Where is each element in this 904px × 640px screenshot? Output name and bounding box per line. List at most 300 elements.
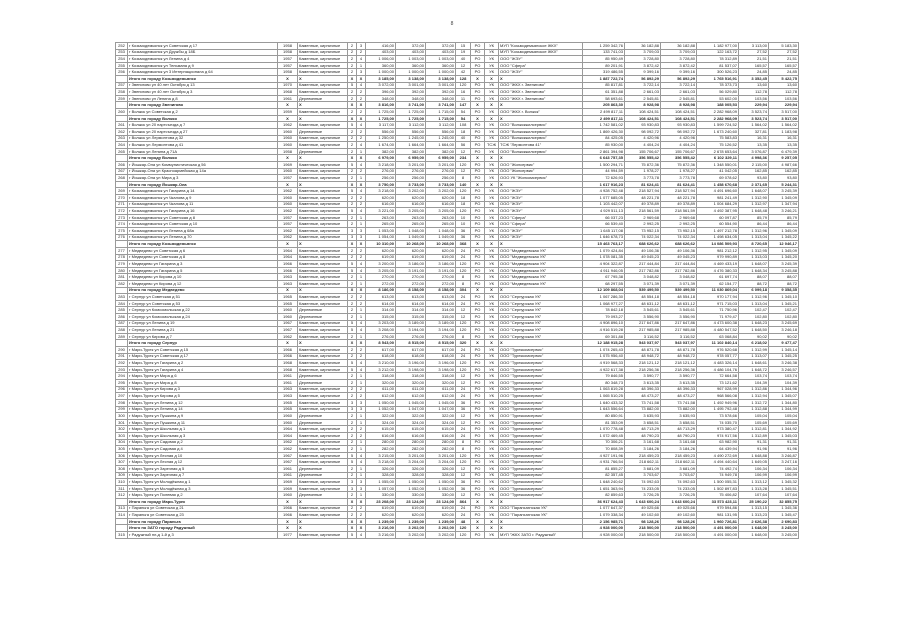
cell-owner-cost: 4 491 000,00 bbox=[697, 532, 739, 539]
cell-total-cost: 70 808,39 bbox=[583, 446, 625, 453]
cell-floors: 2 bbox=[348, 95, 357, 102]
cell-subsidy-cost: 48 554,18 bbox=[625, 294, 661, 301]
cell-row-number: 255 bbox=[116, 62, 128, 69]
cell-wall-material: Каменные, кирпичные bbox=[298, 234, 348, 241]
cell-residents: 108 bbox=[456, 122, 471, 129]
table-row bbox=[116, 360, 799, 367]
cell-residents: 120 bbox=[456, 525, 471, 532]
cell-owner-cost: 974 917,56 bbox=[697, 432, 739, 439]
cell-limit-cost: 102,47 bbox=[769, 307, 799, 314]
cell-residential-area: 3 189,00 bbox=[396, 320, 426, 327]
cell-subsidy-cost: 49 106,36 bbox=[625, 247, 661, 254]
cell-subsidy-cost: 3 872,42 bbox=[625, 62, 661, 69]
cell-fund-method: РО bbox=[471, 399, 485, 406]
cell-limit-cost: 32 855,75 bbox=[769, 499, 799, 506]
cell-subsidy-cost: 3 161,68 bbox=[625, 439, 661, 446]
cell-management-org: ООО "Туреккомсервис" bbox=[499, 439, 583, 446]
cell-management-org: ООО "Жилсервис" bbox=[499, 168, 583, 175]
subtotal-row bbox=[116, 241, 799, 248]
cell-limit-cost: 3 517,00 bbox=[769, 115, 799, 122]
cell-row-number bbox=[116, 287, 128, 294]
cell-subsidy-cost: 217 985,88 bbox=[625, 327, 661, 334]
cell-management-type: УК bbox=[485, 439, 499, 446]
cell-build-year: 1962 bbox=[278, 439, 298, 446]
cell-row-number: 297 bbox=[116, 393, 128, 400]
cell-management-org: ООО "ЖКХ г. Звенигово" bbox=[499, 95, 583, 102]
cell-specific-cost: 103,74 bbox=[739, 373, 769, 380]
cell-address: г Мари-Турек ул Пушкина д 9 bbox=[128, 413, 278, 420]
cell-row-number: 279 bbox=[116, 261, 128, 268]
cell-build-year: 1966 bbox=[278, 353, 298, 360]
cell-specific-cost: 162,85 bbox=[739, 168, 769, 175]
cell-row-number bbox=[116, 241, 128, 248]
cell-address: г Мари-Турек ул Советская д 17 bbox=[128, 353, 278, 360]
cell-fund-method: РО bbox=[471, 492, 485, 499]
cell-floors: 2 bbox=[348, 505, 357, 512]
cell-residential-area: 272,00 bbox=[396, 280, 426, 287]
cell-entrances: 1 bbox=[357, 419, 366, 426]
cell-wall-material: Х bbox=[298, 102, 348, 109]
cell-wall-material: Каменные, кирпичные bbox=[298, 485, 348, 492]
cell-limit-cost: 12 046,17 bbox=[769, 241, 799, 248]
table-row bbox=[116, 247, 799, 254]
table-row bbox=[116, 221, 799, 228]
cell-entrances: Х bbox=[357, 115, 366, 122]
cell-management-org: ООО "Туреккомсервис" bbox=[499, 380, 583, 387]
cell-entrances: 4 bbox=[357, 82, 366, 89]
cell-build-year: 1967 bbox=[278, 459, 298, 466]
cell-owner-cost: 981 131,95 bbox=[697, 512, 739, 519]
cell-address: г Медведево ул Кирова д 10 bbox=[128, 274, 278, 281]
cell-budget-cost: 218 500,00 bbox=[661, 532, 697, 539]
cell-residents: 24 bbox=[456, 347, 471, 354]
cell-row-number: 290 bbox=[116, 347, 128, 354]
cell-management-org: Х bbox=[499, 102, 583, 109]
cell-total-area: 324,00 bbox=[366, 419, 396, 426]
cell-subsidy-cost: 2 992,25 bbox=[625, 221, 661, 228]
cell-floors: 2 bbox=[348, 446, 357, 453]
cell-total-area: 3 185,00 bbox=[366, 76, 396, 83]
cell-limit-cost: 9 477,47 bbox=[769, 340, 799, 347]
cell-limit-cost: 106,34 bbox=[769, 466, 799, 473]
cell-residential-area: 3 186,00 bbox=[396, 261, 426, 268]
cell-management-type: УК bbox=[485, 195, 499, 202]
cell-management-org: МУП "Козьмодемьянское ЖКХ" bbox=[499, 43, 583, 50]
cell-owner-cost: 4 476 380,33 bbox=[697, 267, 739, 274]
cell-floors: 2 bbox=[348, 49, 357, 56]
cell-budget-cost: 217 647,86 bbox=[661, 320, 697, 327]
cell-management-type: УК bbox=[485, 380, 499, 387]
cell-specific-cost: 1 648,34 bbox=[739, 267, 769, 274]
cell-limit-cost: 88,07 bbox=[769, 274, 799, 281]
cell-limit-cost: 3 246,57 bbox=[769, 366, 799, 373]
cell-owner-cost: 4 491 696,60 bbox=[697, 188, 739, 195]
cell-total-area: 396,00 bbox=[366, 89, 396, 96]
cell-residents: 12 bbox=[456, 148, 471, 155]
cell-fund-method: РО bbox=[471, 247, 485, 254]
cell-row-number: 260 bbox=[116, 109, 128, 116]
cell-limit-cost: 1 345,07 bbox=[769, 393, 799, 400]
cell-wall-material: Каменные, кирпичные bbox=[298, 49, 348, 56]
cell-residential-area: 280,00 bbox=[396, 439, 426, 446]
cell-subsidy-cost: 98 092,72 bbox=[625, 128, 661, 135]
cell-management-org: ООО "Туреккомсервис" bbox=[499, 446, 583, 453]
subtotal-row bbox=[116, 525, 799, 532]
cell-private-area: 320,00 bbox=[426, 380, 456, 387]
cell-fund-method: РО bbox=[471, 333, 485, 340]
cell-entrances: 4 bbox=[357, 532, 366, 539]
cell-residents: 24 bbox=[456, 294, 471, 301]
cell-address: г Мари-Турек ул Ленина д 12 bbox=[128, 399, 278, 406]
cell-residents: 120 bbox=[456, 366, 471, 373]
cell-address: г Параньга ул Советская д 23 bbox=[128, 512, 278, 519]
cell-limit-cost: 1 345,22 bbox=[769, 234, 799, 241]
cell-address: г Волжск ул Лермонтова д 41 bbox=[128, 142, 278, 149]
cell-row-number: 288 bbox=[116, 327, 128, 334]
cell-floors: 5 bbox=[348, 459, 357, 466]
cell-budget-cost: 48 221,78 bbox=[661, 195, 697, 202]
cell-specific-cost: 86,44 bbox=[739, 221, 769, 228]
cell-fund-method: РО bbox=[471, 512, 485, 519]
cell-build-year: 1962 bbox=[278, 234, 298, 241]
cell-floors: 2 bbox=[348, 307, 357, 314]
cell-specific-cost: 1 313,04 bbox=[739, 300, 769, 307]
cell-total-area: 280,00 bbox=[366, 439, 396, 446]
cell-management-org: ООО "Сернурская УК" bbox=[499, 313, 583, 320]
cell-build-year: Х bbox=[278, 155, 298, 162]
cell-budget-cost: 98 092,72 bbox=[661, 128, 697, 135]
cell-entrances: 3 bbox=[357, 479, 366, 486]
cell-subsidy-cost: 73 741,58 bbox=[625, 399, 661, 406]
cell-owner-cost: 69 078,62 bbox=[697, 175, 739, 182]
cell-budget-cost: 73 952,15 bbox=[661, 228, 697, 235]
cell-total-area: 612,00 bbox=[366, 393, 396, 400]
cell-private-area: 3 198,00 bbox=[426, 366, 456, 373]
cell-residential-area: 3 741,00 bbox=[396, 102, 426, 109]
cell-specific-cost: 1 312,99 bbox=[739, 347, 769, 354]
cell-fund-method: РО bbox=[471, 188, 485, 195]
cell-total-area: 326,00 bbox=[366, 466, 396, 473]
table-row bbox=[116, 320, 799, 327]
cell-residents: 36 bbox=[456, 399, 471, 406]
cell-management-type: УК bbox=[485, 201, 499, 208]
cell-build-year: 1960 bbox=[278, 201, 298, 208]
cell-management-type: УК bbox=[485, 69, 499, 76]
cell-budget-cost: 48 554,18 bbox=[661, 294, 697, 301]
table-row bbox=[116, 399, 799, 406]
cell-floors: 5 bbox=[348, 267, 357, 274]
table-row bbox=[116, 261, 799, 268]
cell-total-cost: 2 156 985,71 bbox=[583, 518, 625, 525]
cell-residents: 120 bbox=[456, 82, 471, 89]
cell-total-cost: 1 065 510,25 bbox=[583, 393, 625, 400]
cell-floors: 2 bbox=[348, 492, 357, 499]
cell-wall-material: Каменные, кирпичные bbox=[298, 221, 348, 228]
cell-owner-cost: 1 502 897,83 bbox=[697, 485, 739, 492]
cell-budget-cost: 218 561,59 bbox=[661, 208, 697, 215]
cell-total-area: 616,00 bbox=[366, 201, 396, 208]
cell-private-area: 3 191,00 bbox=[426, 267, 456, 274]
cell-residents: 24 bbox=[456, 353, 471, 360]
cell-private-area: 3 741,00 bbox=[426, 102, 456, 109]
cell-total-area: 1 050,00 bbox=[366, 399, 396, 406]
cell-address: г Звенигово ул Ленина д 8 bbox=[128, 95, 278, 102]
cell-build-year: Х bbox=[278, 241, 298, 248]
cell-entrances: 2 bbox=[357, 201, 366, 208]
cell-wall-material: Каменные, кирпичные bbox=[298, 386, 348, 393]
cell-fund-method: РО bbox=[471, 532, 485, 539]
cell-budget-cost: 49 378,89 bbox=[661, 201, 697, 208]
cell-total-area: 330,00 bbox=[366, 492, 396, 499]
cell-build-year: 1960 bbox=[278, 195, 298, 202]
cell-total-cost: 4 927 191,96 bbox=[583, 452, 625, 459]
cell-private-area: 616,00 bbox=[426, 432, 456, 439]
cell-owner-cost: 968 566,08 bbox=[697, 393, 739, 400]
cell-management-type: УК bbox=[485, 109, 499, 116]
cell-residents: 40 bbox=[456, 135, 471, 142]
cell-specific-cost: 1 312,97 bbox=[739, 201, 769, 208]
cell-management-org: ООО "Туреккомсервис" bbox=[499, 347, 583, 354]
cell-specific-cost: 1 648,50 bbox=[739, 327, 769, 334]
cell-entrances: 2 bbox=[357, 426, 366, 433]
cell-wall-material: Каменные, кирпичные bbox=[298, 300, 348, 307]
cell-address: г Волжск ул Советская д 2 bbox=[128, 109, 278, 116]
cell-address: Итого по городу Сернур bbox=[128, 340, 278, 347]
cell-owner-cost: 979 990,89 bbox=[697, 254, 739, 261]
cell-residents: 120 bbox=[456, 267, 471, 274]
cell-subsidy-cost: 3 728,80 bbox=[625, 56, 661, 63]
table-row bbox=[116, 313, 799, 320]
cell-management-org: ООО "ЖКХ г. Звенигово" bbox=[499, 89, 583, 96]
table-row bbox=[116, 327, 799, 334]
cell-build-year: 1969 bbox=[278, 479, 298, 486]
table-row bbox=[116, 43, 799, 50]
cell-row-number: 286 bbox=[116, 313, 128, 320]
cell-specific-cost: 13,60 bbox=[739, 82, 769, 89]
cell-total-area: 320,00 bbox=[366, 380, 396, 387]
cell-entrances: 1 bbox=[357, 439, 366, 446]
cell-address: г Мари-Турек ул Пушкина д 11 bbox=[128, 419, 278, 426]
cell-row-number bbox=[116, 499, 128, 506]
cell-management-org: Х bbox=[499, 340, 583, 347]
cell-wall-material: Каменные, кирпичные bbox=[298, 406, 348, 413]
table-row bbox=[116, 300, 799, 307]
cell-owner-cost: 63 982,90 bbox=[697, 439, 739, 446]
cell-budget-cost: 8 928,98 bbox=[661, 102, 697, 109]
cell-address: г Козьмодемьянск ул Советская д 8 bbox=[128, 214, 278, 221]
cell-row-number bbox=[116, 518, 128, 525]
cell-management-type: УК bbox=[485, 214, 499, 221]
cell-total-area: 416,00 bbox=[366, 43, 396, 50]
cell-build-year: 1961 bbox=[278, 373, 298, 380]
cell-total-cost: 58 693,61 bbox=[583, 95, 625, 102]
cell-row-number: 271 bbox=[116, 201, 128, 208]
cell-build-year: 1966 bbox=[278, 267, 298, 274]
cell-specific-cost: 1 648,48 bbox=[739, 208, 769, 215]
cell-total-area: 3 072,00 bbox=[366, 82, 396, 89]
table-row bbox=[116, 452, 799, 459]
cell-total-cost: 1 078 081,35 bbox=[583, 254, 625, 261]
cell-management-org: ООО "Жилсервис" bbox=[499, 161, 583, 168]
cell-management-org: ООО "Туреккомсервис" bbox=[499, 366, 583, 373]
cell-address: г Козьмодемьянск ул Ленина д 68а bbox=[128, 228, 278, 235]
cell-address: г Мари-Турек ул Гагарина д 4 bbox=[128, 366, 278, 373]
cell-owner-cost: 6 102 329,11 bbox=[697, 155, 739, 162]
cell-wall-material: Каменные, кирпичные bbox=[298, 201, 348, 208]
cell-budget-cost: 81 624,41 bbox=[661, 181, 697, 188]
cell-owner-cost: 11 102 840,14 bbox=[697, 340, 739, 347]
cell-limit-cost: 104,39 bbox=[769, 380, 799, 387]
cell-total-cost: 1 648 240,62 bbox=[583, 479, 625, 486]
cell-management-org: Х bbox=[499, 499, 583, 506]
subtotal-row bbox=[116, 115, 799, 122]
cell-address: г Мари-Турек ул Молодёжная д 3 bbox=[128, 485, 278, 492]
cell-address: г Козьмодемьянск ул Чкалова д 11 bbox=[128, 201, 278, 208]
cell-total-area: 1 725,00 bbox=[366, 109, 396, 116]
cell-address: г Мари-Турек ул Садовая д 2 bbox=[128, 439, 278, 446]
cell-fund-method: РО bbox=[471, 267, 485, 274]
cell-specific-cost: 91,31 bbox=[739, 439, 769, 446]
table-row bbox=[116, 161, 799, 168]
cell-limit-cost: 1 344,92 bbox=[769, 426, 799, 433]
cell-management-org: ООО "Туреккомсервис" bbox=[499, 406, 583, 413]
cell-address: г Мари-Турек ул Заречная д 7 bbox=[128, 472, 278, 479]
cell-wall-material: Каменные, кирпичные bbox=[298, 168, 348, 175]
cell-total-cost: 1 074 265,43 bbox=[583, 347, 625, 354]
cell-specific-cost: 8 720,65 bbox=[739, 241, 769, 248]
cell-row-number: 302 bbox=[116, 426, 128, 433]
cell-specific-cost: 1 564,02 bbox=[739, 122, 769, 129]
cell-private-area: 612,00 bbox=[426, 393, 456, 400]
cell-specific-cost: 103,56 bbox=[739, 95, 769, 102]
cell-row-number: 274 bbox=[116, 221, 128, 228]
cell-residents: 120 bbox=[456, 261, 471, 268]
cell-private-area: 326,00 bbox=[426, 466, 456, 473]
cell-total-cost: 4 919 568,33 bbox=[583, 360, 625, 367]
cell-private-area: 256,00 bbox=[426, 175, 456, 182]
cell-entrances: 3 bbox=[357, 485, 366, 492]
cell-build-year: 1964 bbox=[278, 426, 298, 433]
cell-management-org: ООО "Туреккомсервис" bbox=[499, 432, 583, 439]
cell-total-cost: 80 348,73 bbox=[583, 380, 625, 387]
cell-address: г Мари-Турек ул Садовая д 4 bbox=[128, 446, 278, 453]
cell-residential-area: 382,00 bbox=[396, 148, 426, 155]
cell-wall-material: Каменные, кирпичные bbox=[298, 399, 348, 406]
cell-residential-area: 23 124,00 bbox=[396, 499, 426, 506]
cell-management-type: Х bbox=[485, 499, 499, 506]
cell-total-cost: 1 072 469,45 bbox=[583, 432, 625, 439]
cell-address: г Радужный пл-д 1-й д 3 bbox=[128, 532, 278, 539]
cell-management-type: УК bbox=[485, 386, 499, 393]
cell-residents: 12 bbox=[456, 419, 471, 426]
cell-total-cost: 4 911 946,05 bbox=[583, 267, 625, 274]
cell-entrances: 2 bbox=[357, 512, 366, 519]
cell-total-area: 1 250,00 bbox=[366, 135, 396, 142]
cell-management-org: ТСЖ "Лермонтова 41" bbox=[499, 142, 583, 149]
cell-management-org: ООО "Туреккомсервис" bbox=[499, 479, 583, 486]
cell-wall-material: Каменные, кирпичные bbox=[298, 505, 348, 512]
cell-wall-material: Деревянные bbox=[298, 148, 348, 155]
cell-residents: 12 bbox=[456, 472, 471, 479]
cell-specific-cost: 165,57 bbox=[739, 62, 769, 69]
cell-management-org: МУП "ЖКХ ЗАТО г. Радужный" bbox=[499, 532, 583, 539]
cell-management-org: ООО "ЖЭУ" bbox=[499, 208, 583, 215]
cell-subsidy-cost: 218 662,11 bbox=[625, 459, 661, 466]
cell-specific-cost: 25 190,22 bbox=[739, 499, 769, 506]
cell-entrances: 4 bbox=[357, 366, 366, 373]
cell-row-number: 275 bbox=[116, 228, 128, 235]
cell-total-area: 3 216,00 bbox=[366, 532, 396, 539]
cell-fund-method: РО bbox=[471, 89, 485, 96]
cell-total-cost: 319 486,55 bbox=[583, 69, 625, 76]
cell-residents: 8 bbox=[456, 333, 471, 340]
cell-management-org: ООО "Медведевская УК" bbox=[499, 274, 583, 281]
cell-entrances: 2 bbox=[357, 505, 366, 512]
cell-row-number: 309 bbox=[116, 472, 128, 479]
table-row bbox=[116, 459, 799, 466]
cell-address: г Звенигово ул 40 лет Октября д 3 bbox=[128, 89, 278, 96]
cell-residents: 8 bbox=[456, 446, 471, 453]
cell-wall-material: Каменные, кирпичные bbox=[298, 347, 348, 354]
cell-residential-area: 3 202,00 bbox=[396, 532, 426, 539]
cell-owner-cost: 1 348 550,01 bbox=[697, 161, 739, 168]
cell-entrances: 4 bbox=[357, 142, 366, 149]
cell-management-type: ТСЖ bbox=[485, 142, 499, 149]
cell-wall-material: Х bbox=[298, 155, 348, 162]
cell-floors: 2 bbox=[348, 300, 357, 307]
cell-owner-cost: 73 578,66 bbox=[697, 413, 739, 420]
cell-total-area: 1 053,00 bbox=[366, 228, 396, 235]
cell-management-type: Х bbox=[485, 115, 499, 122]
cell-build-year: Х bbox=[278, 518, 298, 525]
cell-budget-cost: 155 706,67 bbox=[661, 148, 697, 155]
table-row bbox=[116, 62, 799, 69]
cell-limit-cost: 90,02 bbox=[769, 333, 799, 340]
cell-management-org: ООО "Туреккомсервис" bbox=[499, 373, 583, 380]
cell-residential-area: 3 191,00 bbox=[396, 267, 426, 274]
table-row bbox=[116, 307, 799, 314]
cell-total-area: 611,00 bbox=[366, 386, 396, 393]
cell-owner-cost: 75 583,83 bbox=[697, 135, 739, 142]
cell-subsidy-cost: 4 404,24 bbox=[625, 142, 661, 149]
cell-row-number: 301 bbox=[116, 419, 128, 426]
cell-total-cost: 1 617 916,23 bbox=[583, 181, 625, 188]
cell-subsidy-cost: 93 930,83 bbox=[625, 122, 661, 129]
cell-wall-material: Х bbox=[298, 340, 348, 347]
cell-limit-cost: 162,85 bbox=[769, 168, 799, 175]
cell-build-year: 1957 bbox=[278, 62, 298, 69]
cell-address: г Козьмодемьянск ул Дружбы д 18Б bbox=[128, 49, 278, 56]
cell-build-year: Х bbox=[278, 340, 298, 347]
cell-limit-cost: 112,78 bbox=[769, 89, 799, 96]
cell-wall-material: Деревянные bbox=[298, 413, 348, 420]
cell-fund-method: РО bbox=[471, 128, 485, 135]
cell-residential-area: 1 000,00 bbox=[396, 69, 426, 76]
cell-residents: 36 bbox=[456, 406, 471, 413]
cell-build-year: 1958 bbox=[278, 69, 298, 76]
cell-subsidy-cost: 218 256,36 bbox=[625, 366, 661, 373]
cell-residents: 120 bbox=[456, 327, 471, 334]
cell-wall-material: Каменные, кирпичные bbox=[298, 254, 348, 261]
cell-row-number: 259 bbox=[116, 95, 128, 102]
cell-build-year: 1958 bbox=[278, 148, 298, 155]
cell-private-area: 3 001,00 bbox=[426, 82, 456, 89]
cell-row-number: 269 bbox=[116, 188, 128, 195]
cell-wall-material: Каменные, кирпичные bbox=[298, 459, 348, 466]
cell-budget-cost: 48 396,33 bbox=[661, 386, 697, 393]
cell-residents: 18 bbox=[456, 201, 471, 208]
cell-total-cost: 1 500 294,71 bbox=[583, 161, 625, 168]
